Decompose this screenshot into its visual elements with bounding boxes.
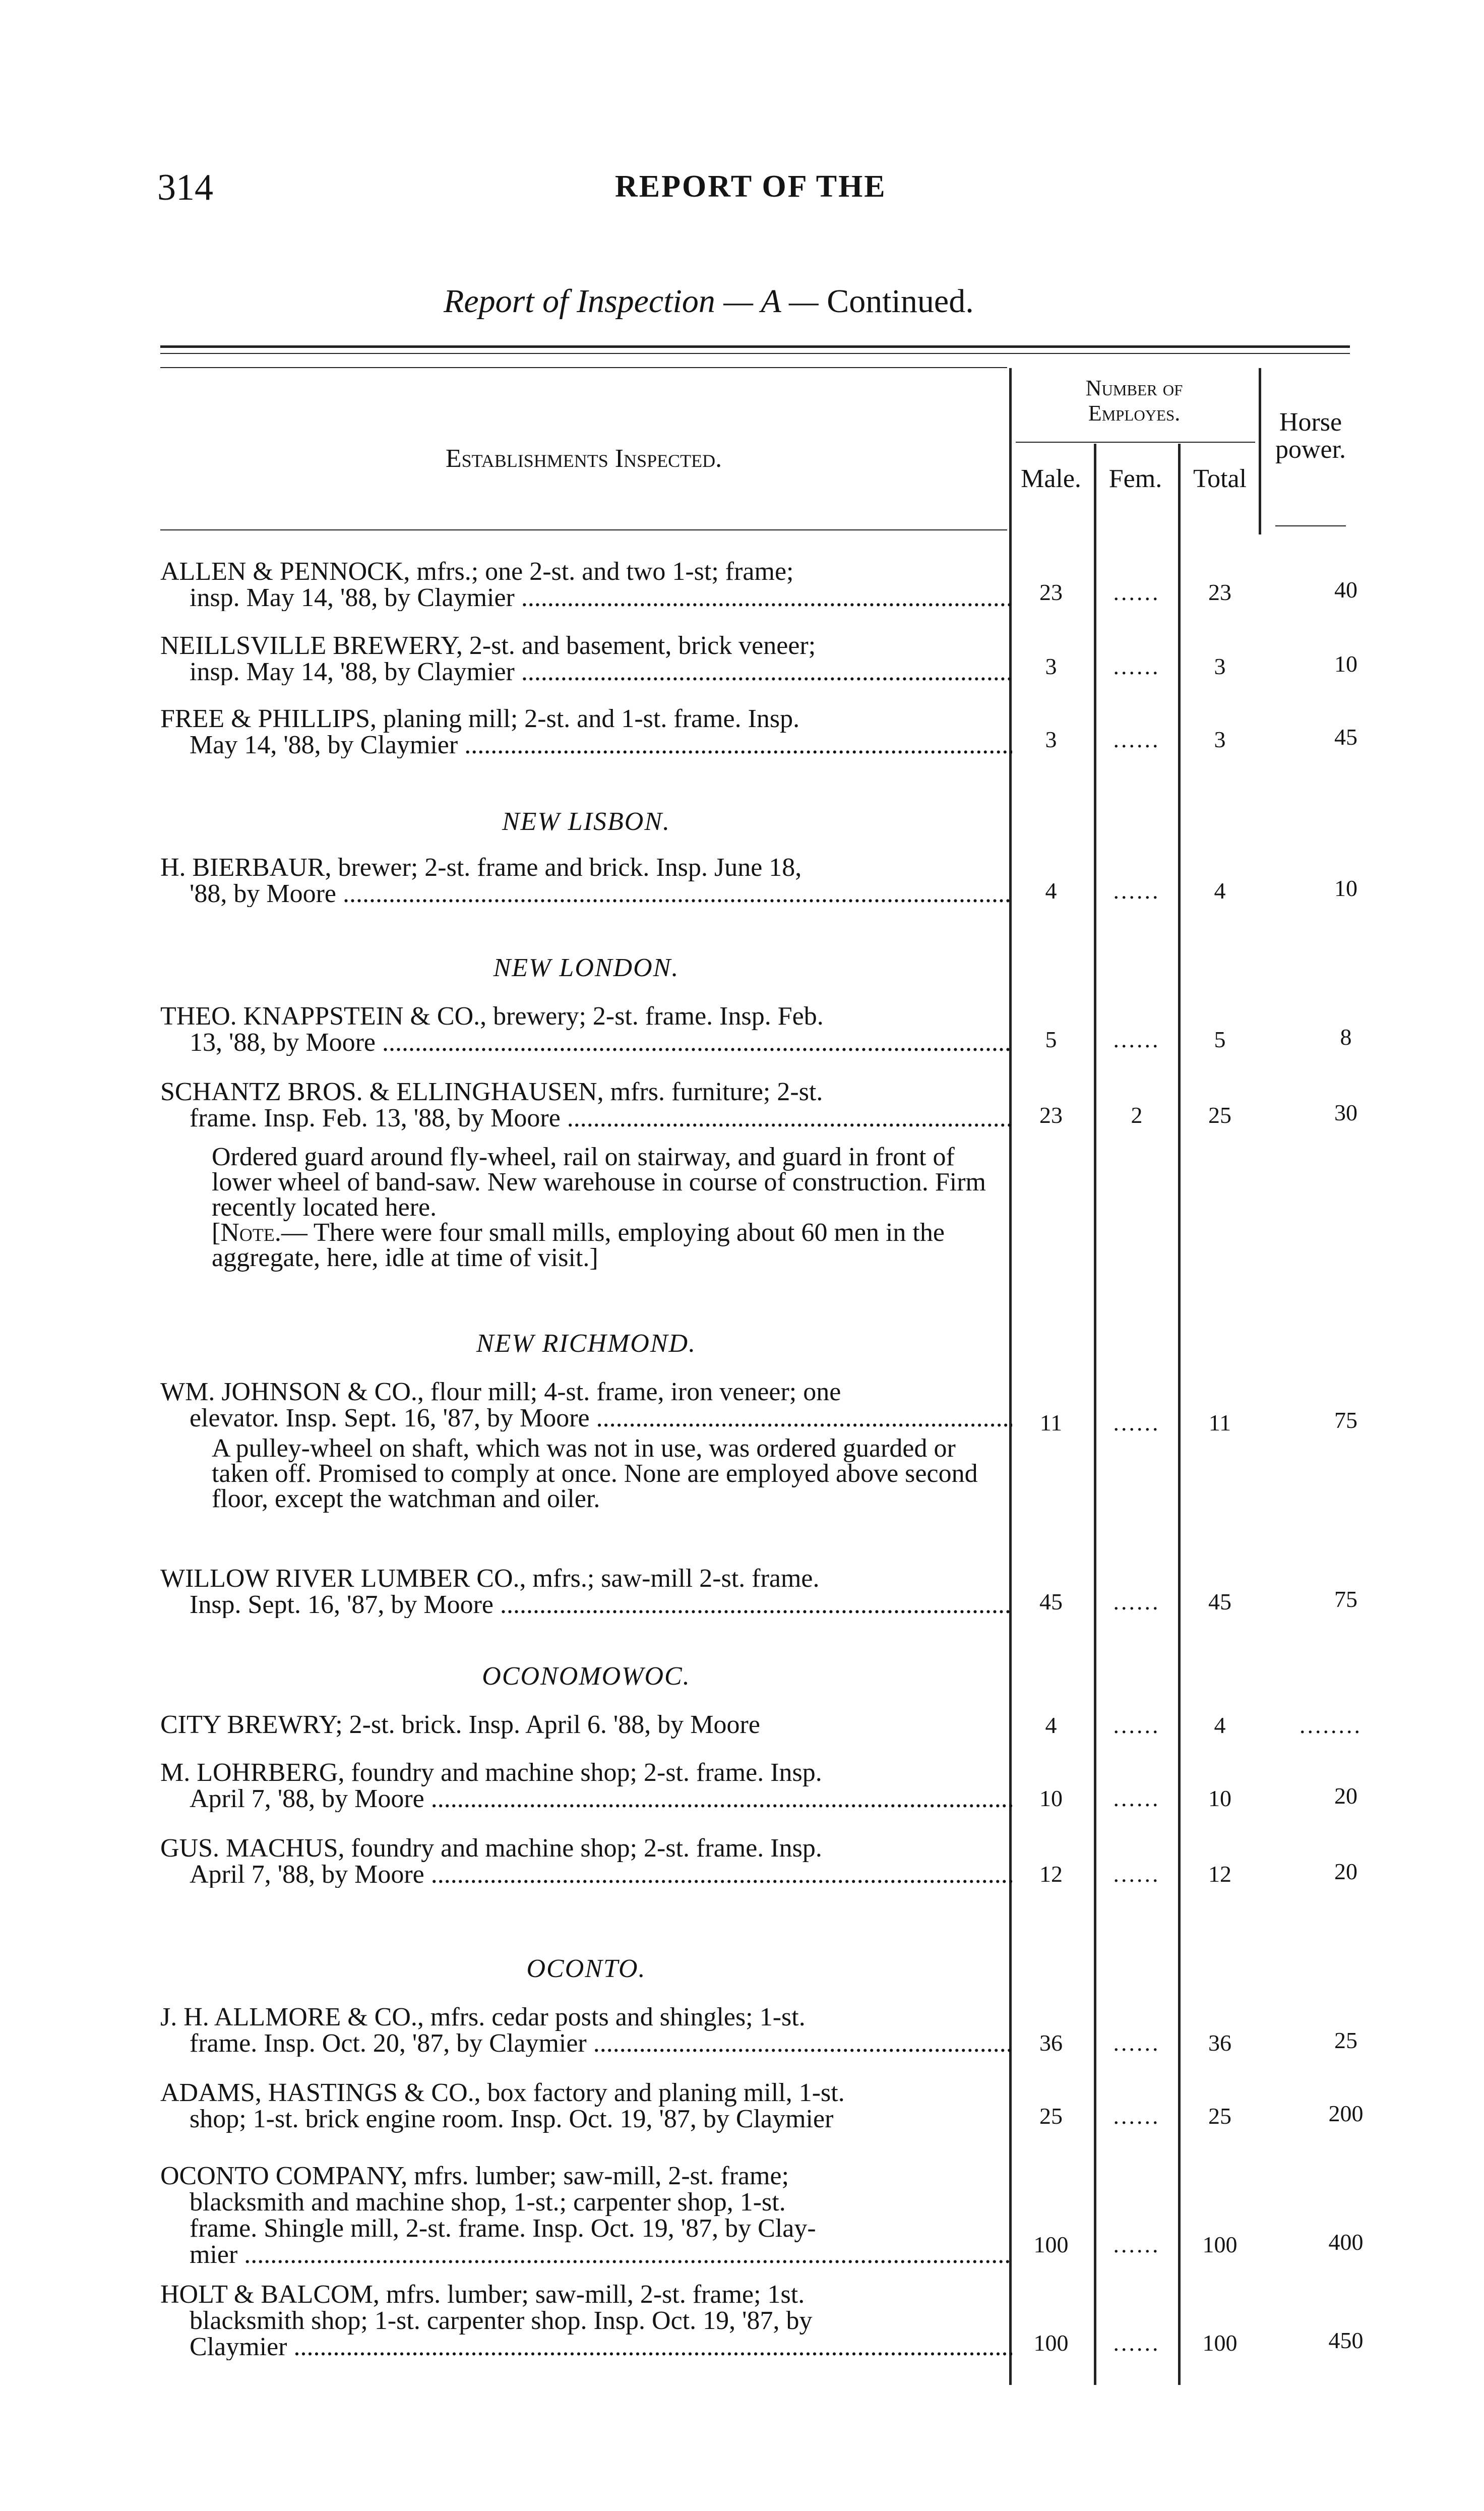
note-label: Note. xyxy=(220,1218,281,1247)
establishment-entry xyxy=(160,2163,1012,2268)
male-count: 3 xyxy=(1045,653,1057,679)
horse-power: 10 xyxy=(1334,651,1357,677)
entry-line-1: M. LOHRBERG, foundry and machine shop; 2-st. frame. Insp. xyxy=(160,1758,822,1787)
male-count: 23 xyxy=(1039,579,1063,605)
female-count: ...... xyxy=(1113,2030,1160,2056)
entry-line-1: ADAMS, HASTINGS & CO., box factory and planing mill, 1-st. xyxy=(160,2078,845,2107)
column-header-male: Male. xyxy=(1021,464,1081,493)
establishment-entry xyxy=(160,2080,1017,2132)
horse-power: 10 xyxy=(1334,875,1357,901)
entry-line-1: H. BIERBAUR, brewer; 2-st. frame and brick. Insp. June 18, xyxy=(160,853,802,882)
horse-power: ........ xyxy=(1300,1712,1362,1738)
entry-line-1: CITY BREWRY; 2-st. brick. Insp. April 6. '88, by Moore xyxy=(160,1710,760,1739)
entry-line-1c: frame. Shingle mill, 2-st. frame. Insp. Oct. 19, '87, by Clay- xyxy=(190,2214,816,2243)
female-count: ...... xyxy=(1113,878,1160,904)
top-rule-thin xyxy=(160,353,1350,354)
town-heading: NEW LONDON. xyxy=(493,953,679,982)
entry-line-2: shop; 1-st. brick engine room. Insp. Oct. 19, '87, by Claymier xyxy=(190,2105,834,2133)
town-heading: OCONOMOWOC. xyxy=(482,1662,691,1691)
total-count: 11 xyxy=(1208,1410,1231,1436)
column-header-employes: Employes. xyxy=(1088,401,1181,426)
town-heading: NEW RICHMOND. xyxy=(476,1329,697,1358)
male-count: 12 xyxy=(1039,1861,1063,1887)
entry-line-2: Insp. Sept. 16, '87, by Moore ..... xyxy=(190,1592,1012,1618)
total-count: 100 xyxy=(1202,2330,1238,2356)
female-count: ...... xyxy=(1113,2330,1160,2356)
male-count: 4 xyxy=(1045,878,1057,904)
establishment-entry xyxy=(160,1712,1012,1738)
column-header-total: Total xyxy=(1193,464,1247,493)
horse-power: 200 xyxy=(1328,2101,1364,2126)
entry-line-2: April 7, '88, by Moore ..... xyxy=(190,1862,1012,1888)
total-count: 45 xyxy=(1208,1589,1231,1615)
male-count: 10 xyxy=(1039,1785,1063,1811)
horse-power: 45 xyxy=(1334,724,1357,750)
header-bottom-rule xyxy=(160,529,1007,530)
female-count: ...... xyxy=(1113,653,1160,679)
total-count: 4 xyxy=(1214,878,1226,904)
total-count: 3 xyxy=(1214,727,1226,752)
town-heading: NEW LISBON. xyxy=(502,807,670,836)
entry-line-2: mier ..... xyxy=(190,2242,1012,2268)
town-heading: OCONTO. xyxy=(526,1954,646,1983)
female-count: ...... xyxy=(1113,1027,1160,1052)
horse-power: 40 xyxy=(1334,577,1357,603)
establishment-entry xyxy=(160,706,1012,758)
male-count: 11 xyxy=(1039,1410,1063,1436)
female-count: ...... xyxy=(1113,1785,1160,1811)
entry-line-1: J. H. ALLMORE & CO., mfrs. cedar posts and shingles; 1-st. xyxy=(160,2003,806,2031)
horse-power: 400 xyxy=(1328,2229,1364,2255)
female-count: 2 xyxy=(1131,1102,1143,1128)
female-count: ...... xyxy=(1113,2103,1160,2129)
entry-line-1: WILLOW RIVER LUMBER CO., mfrs.; saw-mill 2-st. frame. xyxy=(160,1564,820,1593)
male-count: 100 xyxy=(1033,2330,1069,2356)
entry-line-2: elevator. Insp. Sept. 16, '87, by Moore ..... xyxy=(190,1405,1012,1431)
female-count: ...... xyxy=(1113,1410,1160,1436)
page-subtitle xyxy=(444,282,974,321)
column-header-fem: Fem. xyxy=(1108,464,1162,493)
entry-line-1: FREE & PHILLIPS, planing mill; 2-st. and 1-st. frame. Insp. xyxy=(160,704,800,733)
total-count: 23 xyxy=(1208,579,1231,605)
female-count: ...... xyxy=(1113,1712,1160,1738)
subtitle-italic: Report of Inspection — A — xyxy=(444,283,819,320)
establishment-entry xyxy=(160,1835,1012,1888)
male-count: 3 xyxy=(1045,727,1057,752)
establishment-entry xyxy=(160,1760,1012,1812)
establishment-entry xyxy=(160,1379,1012,1431)
establishment-entry xyxy=(160,2282,1012,2360)
entry-line-2: insp. May 14, '88, by Claymier ..... xyxy=(190,585,1012,611)
entry-line-1b: blacksmith shop; 1-st. carpenter shop. Insp. Oct. 19, '87, by xyxy=(190,2306,813,2335)
column-line-4 xyxy=(1259,368,1261,534)
female-count: ...... xyxy=(1113,2232,1160,2257)
entry-line-1: OCONTO COMPANY, mfrs. lumber; saw-mill, 2-st. frame; xyxy=(160,2162,789,2190)
establishment-entry xyxy=(160,1566,1012,1618)
horse-power: 20 xyxy=(1334,1859,1357,1884)
establishment-entry xyxy=(160,1003,1012,1056)
entry-line-1b: blacksmith and machine shop, 1-st.; carpenter shop, 1-st. xyxy=(190,2188,786,2217)
establishment-entry xyxy=(160,855,1012,907)
total-count: 10 xyxy=(1208,1785,1231,1811)
total-count: 12 xyxy=(1208,1861,1231,1887)
subtitle-plain: Continued. xyxy=(818,283,974,320)
page-number: 314 xyxy=(157,167,213,208)
bracketed-note: [Note.— There were four small mills, employing about 60 men in the aggregate, here, idle at time of visit.] xyxy=(212,1218,945,1272)
horse-power: 75 xyxy=(1334,1586,1357,1612)
horse-power: 450 xyxy=(1328,2327,1364,2353)
entry-line-1: SCHANTZ BROS. & ELLINGHAUSEN, mfrs. furniture; 2-st. xyxy=(160,1078,823,1106)
entry-line-2: Claymier ..... xyxy=(190,2334,1012,2360)
male-count: 4 xyxy=(1045,1712,1057,1738)
running-title: REPORT OF THE xyxy=(615,169,887,204)
establishment-entry xyxy=(160,633,1012,685)
entry-line-2: 13, '88, by Moore ..... xyxy=(190,1030,1012,1056)
entry-line-1: THEO. KNAPPSTEIN & CO., brewery; 2-st. frame. Insp. Feb. xyxy=(160,1002,824,1031)
entry-line-2: frame. Insp. Feb. 13, '88, by Moore ..... xyxy=(190,1105,1012,1131)
establishment-entry xyxy=(160,2004,1012,2057)
horse-power: 20 xyxy=(1334,1783,1357,1809)
total-count: 36 xyxy=(1208,2030,1231,2056)
column-header-establishments: Establishments Inspected. xyxy=(445,444,722,473)
entry-line-1: HOLT & BALCOM, mfrs. lumber; saw-mill, 2-st. frame; 1st. xyxy=(160,2280,805,2309)
column-header-horse: Horse xyxy=(1279,408,1342,437)
entry-line-2: insp. May 14, '88, by Claymier ..... xyxy=(190,659,1012,685)
horse-power: 75 xyxy=(1334,1407,1357,1433)
total-count: 25 xyxy=(1208,2103,1231,2129)
male-count: 25 xyxy=(1039,2103,1063,2129)
entry-line-2: May 14, '88, by Claymier ..... xyxy=(190,732,1012,758)
total-count: 3 xyxy=(1214,653,1226,679)
entry-line-2: '88, by Moore ..... xyxy=(190,881,1012,907)
establishment-entry xyxy=(160,1079,1012,1131)
horse-power: 25 xyxy=(1334,2027,1357,2053)
female-count: ...... xyxy=(1113,1861,1160,1887)
female-count: ...... xyxy=(1113,579,1160,605)
horse-power: 8 xyxy=(1340,1024,1352,1050)
inspection-note: A pulley-wheel on shaft, which was not in use, was ordered guarded or taken off. Promised to comply at once. None are employed above second floor, except the watchman and oiler. xyxy=(212,1434,978,1513)
total-count: 100 xyxy=(1202,2232,1238,2257)
entry-line-2: frame. Insp. Oct. 20, '87, by Claymier ..... xyxy=(190,2030,1012,2057)
inspection-note: Ordered guard around fly-wheel, rail on stairway, and guard in front of lower wheel of band-saw. New warehouse in course of construction. Firm recently located here. xyxy=(212,1143,986,1222)
header-rule xyxy=(160,367,1007,368)
column-header-power: power. xyxy=(1275,435,1346,464)
total-count: 25 xyxy=(1208,1102,1231,1128)
male-count: 5 xyxy=(1045,1027,1057,1052)
entry-line-1: GUS. MACHUS, foundry and machine shop; 2-st. frame. Insp. xyxy=(160,1834,822,1863)
note-text: — There were four small mills, employing about 60 men in the aggregate, here, idle at time of visit.] xyxy=(212,1218,945,1272)
entry-line-2: April 7, '88, by Moore ..... xyxy=(190,1786,1012,1812)
horse-power: 30 xyxy=(1334,1100,1357,1125)
total-count: 4 xyxy=(1214,1712,1226,1738)
entry-line-1: ALLEN & PENNOCK, mfrs.; one 2-st. and two 1-st; frame; xyxy=(160,557,794,586)
top-rule xyxy=(160,345,1350,348)
male-count: 23 xyxy=(1039,1102,1063,1128)
horse-header-rule xyxy=(1275,525,1346,526)
employes-rule xyxy=(1016,442,1255,443)
male-count: 45 xyxy=(1039,1589,1063,1615)
entry-line-1: NEILLSVILLE BREWERY, 2-st. and basement, brick veneer; xyxy=(160,631,816,660)
entry-line-1: WM. JOHNSON & CO., flour mill; 4-st. frame, iron veneer; one xyxy=(160,1378,841,1406)
female-count: ...... xyxy=(1113,1589,1160,1615)
female-count: ...... xyxy=(1113,727,1160,752)
male-count: 36 xyxy=(1039,2030,1063,2056)
column-header-number-of: Number of xyxy=(1085,376,1183,400)
male-count: 100 xyxy=(1033,2232,1069,2257)
total-count: 5 xyxy=(1214,1027,1226,1052)
establishment-entry xyxy=(160,559,1012,611)
